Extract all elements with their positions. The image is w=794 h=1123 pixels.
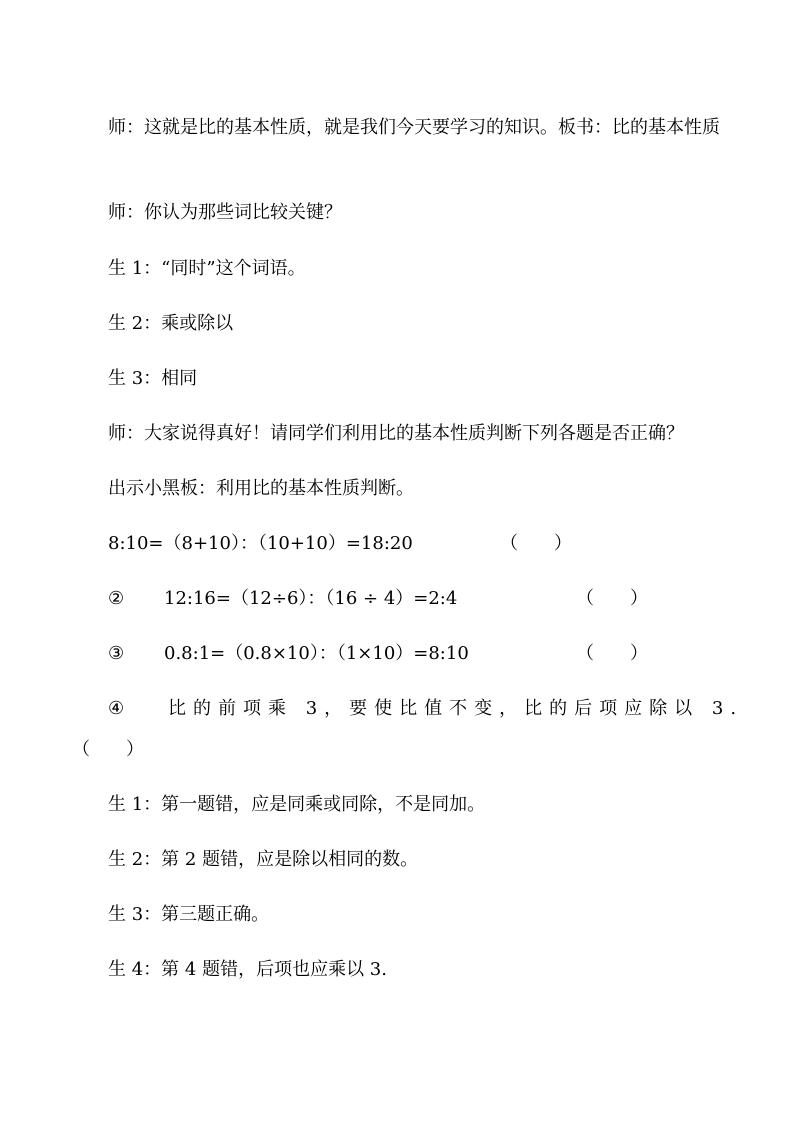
exercise-3-text: 0.8:1=（0.8×10）：（1×10）=8:10 [164,643,469,664]
paragraph-teacher-question: 师：你认为那些词比较关键？ [108,202,342,223]
paragraph-teacher-praise: 师：大家说得真好！请同学们利用比的基本性质判断下列各题是否正确？ [108,423,684,444]
answer-student-3: 生 3：第三题正确。 [108,904,270,925]
paragraph-student-2: 生 2：乘或除以 [108,313,234,334]
exercise-3-marker: ③ [108,643,125,664]
paragraph-teacher-summary: 师：这就是比的基本性质，就是我们今天要学习的知识。板书：比的基本性质 [108,117,720,138]
exercise-4-text: 比的前项乘 3，要使比值不变，比的后项应除以 3. [168,698,744,719]
exercise-2-answer-blank: （ ） [576,588,648,609]
paragraph-blackboard: 出示小黑板：利用比的基本性质判断。 [108,478,414,499]
paragraph-student-3: 生 3：相同 [108,368,198,389]
answer-student-1: 生 1：第一题错，应是同乘或同除，不是同加。 [108,794,486,815]
exercise-1-text: 8:10=（8+10）：（10+10）=18:20 [108,533,413,554]
exercise-3-answer-blank: （ ） [576,643,648,664]
paragraph-student-1: 生 1：“同时”这个词语。 [108,258,306,279]
answer-student-2: 生 2：第 2 题错，应是除以相同的数。 [108,849,419,870]
exercise-4-answer-blank: （ ） [72,739,144,760]
exercise-4-marker: ④ [108,698,125,719]
exercise-2-text: 12:16=（12÷6）：（16 ÷ 4）=2:4 [164,588,458,609]
answer-student-4: 生 4：第 4 题错，后项也应乘以 3. [108,959,387,980]
exercise-1-answer-blank: （ ） [500,533,572,554]
exercise-2-marker: ② [108,588,125,609]
